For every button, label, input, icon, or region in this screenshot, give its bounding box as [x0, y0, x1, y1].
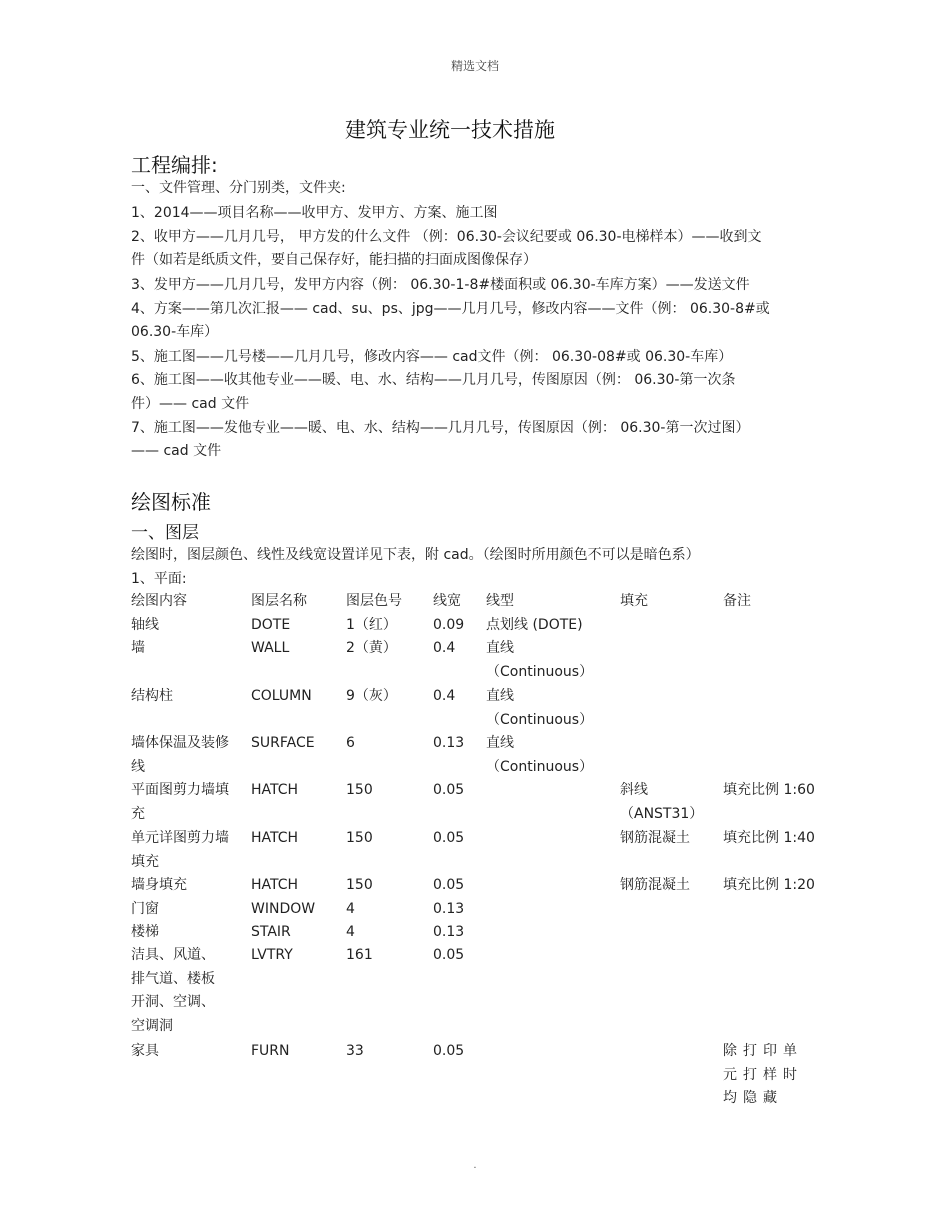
layer-table: [131, 590, 831, 1110]
column-header: 备注: [723, 593, 751, 609]
cell-fill: 钢筋混凝土: [620, 830, 690, 846]
table-row: [131, 779, 831, 827]
column-header: 图层色号: [346, 593, 402, 609]
section-heading-drawing-standard: 绘图标准: [131, 490, 211, 514]
page-footer: .: [473, 1160, 477, 1171]
cell-content: 结构柱: [131, 688, 173, 704]
table-row: [131, 637, 831, 685]
cell-color: 150: [346, 830, 373, 846]
column-header: 图层名称: [251, 593, 307, 609]
cell-linetype: 点划线 (DOTE): [486, 617, 583, 633]
cell-color: 150: [346, 877, 373, 893]
table-row: [131, 1040, 831, 1110]
text-line: —— cad 文件: [131, 443, 222, 459]
page-header: 精选文档: [450, 59, 499, 73]
cell-width: 0.05: [433, 830, 465, 846]
cell-width: 0.4: [433, 640, 456, 656]
column-header: 线型: [486, 593, 514, 609]
cell-content: 家具: [131, 1043, 159, 1059]
cell-note: 填充比例 1:60: [723, 782, 815, 798]
cell-width: 0.05: [433, 877, 465, 893]
cell-fill: 斜线（ANST31）: [620, 782, 704, 822]
cell-content: 轴线: [131, 617, 159, 633]
cell-width: 0.13: [433, 924, 465, 940]
text-line: 6、施工图——收其他专业——暖、电、水、结构——几月几号，传图原因（例： 06.30-第一次条: [131, 372, 736, 388]
cell-layer: LVTRY: [251, 947, 293, 963]
text-line: 4、方案——第几次汇报—— cad、su、ps、jpg——几月几号，修改内容——文件（例： 06.30-8#或: [131, 301, 770, 317]
column-header: 线宽: [433, 593, 461, 609]
cell-layer: HATCH: [251, 830, 299, 846]
text-line: 7、施工图——发他专业——暖、电、水、结构——几月几号，传图原因（例： 06.30-第一次过图）: [131, 420, 750, 436]
cell-note: 填充比例 1:40: [723, 830, 815, 846]
cell-color: 1（红）: [346, 617, 397, 633]
table-row: [131, 827, 831, 874]
cell-content: 单元详图剪力墙填充: [131, 830, 229, 870]
cell-note: 填充比例 1:20: [723, 877, 815, 893]
cell-width: 0.13: [433, 901, 465, 917]
table-row: [131, 921, 831, 944]
table-row: [131, 874, 831, 898]
plan-label: 1、平面:: [131, 571, 187, 587]
cell-layer: COLUMN: [251, 688, 312, 704]
table-header-row: [131, 590, 831, 614]
table-row: [131, 944, 831, 1040]
cell-width: 0.09: [433, 617, 465, 633]
cell-content: 墙体保温及装修线: [131, 735, 229, 775]
cell-width: 0.05: [433, 947, 465, 963]
text-line: 3、发甲方——几月几号，发甲方内容（例： 06.30-1-8#楼面积或 06.30-车库方案）——发送文件: [131, 277, 750, 293]
section-heading-project: 工程编排:: [131, 153, 218, 177]
subsection-heading-layers: 一、图层: [131, 523, 199, 543]
column-header: 绘图内容: [131, 593, 187, 609]
cell-content: 门窗: [131, 901, 159, 917]
text-line: 件）—— cad 文件: [131, 396, 250, 412]
text-line: 件（如若是纸质文件，要自己保存好，能扫描的扫面成图像保存）: [131, 252, 537, 268]
cell-layer: WALL: [251, 640, 290, 656]
document-title: 建筑专业统一技术措施: [345, 118, 555, 142]
cell-layer: FURN: [251, 1043, 290, 1059]
text-line: 06.30-车库）: [131, 324, 219, 340]
cell-color: 161: [346, 947, 373, 963]
cell-fill: 钢筋混凝土: [620, 877, 690, 893]
cell-layer: WINDOW: [251, 901, 316, 917]
cell-linetype: 直线（Continuous）: [486, 735, 594, 775]
cell-color: 33: [346, 1043, 364, 1059]
table-row: [131, 685, 831, 732]
column-header: 填充: [620, 593, 648, 609]
cell-color: 6: [346, 735, 355, 751]
cell-width: 0.05: [433, 782, 465, 798]
cell-color: 150: [346, 782, 373, 798]
cell-layer: DOTE: [251, 617, 291, 633]
cell-content: 墙身填充: [131, 877, 187, 893]
cell-color: 4: [346, 901, 355, 917]
table-row: [131, 732, 831, 779]
cell-content: 墙: [131, 640, 145, 656]
cell-note: 除打印单元打样时均隐藏: [723, 1043, 803, 1106]
cell-color: 2（黄）: [346, 640, 397, 656]
cell-width: 0.05: [433, 1043, 465, 1059]
cell-linetype: 直线（Continuous）: [486, 640, 594, 680]
cell-content: 平面图剪力墙填充: [131, 782, 229, 822]
table-row: [131, 614, 831, 637]
cell-color: 9（灰）: [346, 688, 397, 704]
text-line: 5、施工图——几号楼——几月几号，修改内容—— cad文件（例： 06.30-08#或 06.30-车库）: [131, 349, 733, 365]
cell-layer: HATCH: [251, 877, 299, 893]
cell-color: 4: [346, 924, 355, 940]
cell-width: 0.4: [433, 688, 456, 704]
cell-layer: STAIR: [251, 924, 291, 940]
cell-content: 洁具、风道、排气道、楼板开洞、空调、空调洞: [131, 947, 215, 1034]
text-line: 1、2014——项目名称——收甲方、发甲方、方案、施工图: [131, 205, 498, 221]
cell-content: 楼梯: [131, 924, 159, 940]
cell-layer: SURFACE: [251, 735, 315, 751]
text-line: 一、文件管理、分门别类，文件夹:: [131, 180, 346, 196]
intro-text: 绘图时，图层颜色、线性及线宽设置详见下表，附 cad。（绘图时所用颜色不可以是暗色系）: [131, 547, 700, 563]
cell-linetype: 直线（Continuous）: [486, 688, 594, 728]
table-row: [131, 898, 831, 921]
cell-width: 0.13: [433, 735, 465, 751]
text-line: 2、收甲方——几月几号， 甲方发的什么文件 （例：06.30-会议纪要或 06.30-电梯样本）——收到文: [131, 229, 762, 245]
cell-layer: HATCH: [251, 782, 299, 798]
